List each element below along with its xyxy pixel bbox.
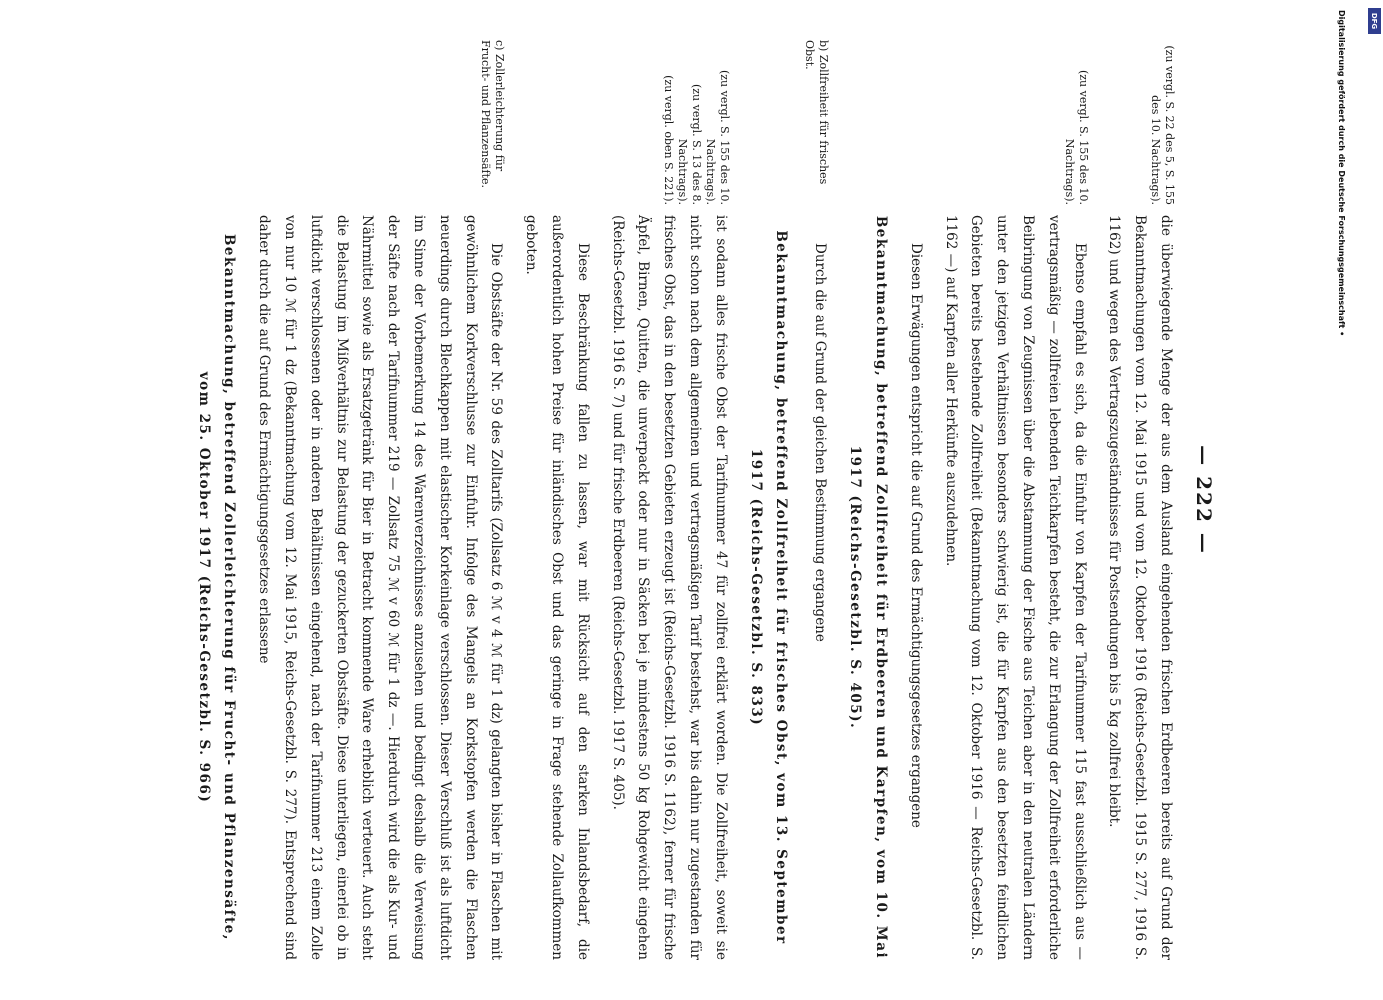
dfg-logo-text: DFG [1370, 12, 1379, 30]
paragraph: Ebenso empfahl es sich, da die Einfuhr von Karpfen der Tarifnummer 115 fast ausschließlich aus — vertragsmäßig — zollfreien lebenden Teichkarpfen besteht, die zur Erlangung der Zollfreiheit erforderliche Beibringung von Zeugnissen über die Abstammung der Fische aus Teichen aber in den neutralen Ländern unter den jetzigen Verhältnissen besonders schwierig ist, die für Karpfen aus den besetzten feindlichen Gebieten bereits bestehende Zollfreiheit (Bekanntmachung vom 12. Oktober 1916 — Reichs-Gesetzbl. S. 1162 —) auf Karpfen aller Herkünfte auszudehnen. [942, 215, 1088, 960]
margin-note [742, 40, 794, 215]
digitization-credit: Digitalisierung gefördert durch die Deutsche Forschungsgemeinschaft • [1337, 10, 1346, 337]
paragraph: Diese Beschränkung fallen zu lassen, war mit Rücksicht auf den starken Inlandsbedarf, die außerordentlich hohen Preise für inländisches Obst und das geringe in Frage stehende Zollaufkommen geboten. [523, 215, 591, 960]
margin-note [841, 40, 893, 215]
margin-note [517, 40, 594, 215]
page-body [190, 40, 1178, 960]
paragraph: Durch die auf Grund der gleichen Bestimmung ergangene [812, 243, 829, 642]
announcement-heading: Bekanntmachung, betreffend Zollfreiheit für Erdbeeren und Karpfen, vom 10. Mai 1917 (Reichs-Gesetzbl. S. 405). [847, 215, 890, 960]
margin-note [902, 40, 928, 215]
paragraph: die überwiegende Menge der aus dem Ausland eingehenden frischen Erdbeeren bereits auf Grund der Bekanntmachungen vom 12. Mai 1915 und vom 12. Oktober 1916 (Reichs-Gesetzbl. 1915 S. 277, 1916 S. 1162) und wegen des Vertragszugeständnisses für Postsendungen bis 5 kg zollfrei bleibt. [1106, 215, 1174, 960]
margin-note: (zu vergl. S. 22 des 5, S. 155 des 10. Nachtrags). [1149, 45, 1176, 205]
page-number: — 222 — [1192, 445, 1216, 555]
announcement-heading: Bekanntmachung, betreffend Zollfreiheit für frisches Obst, vom 13. September 1917 (Reichs-Gesetzbl. S. 833) [747, 230, 790, 945]
dfg-logo [1368, 8, 1381, 34]
margin-note: (zu vergl. S. 155 des 10. Nachtrags). (zu vergl. S. 13 des 8. Nachtrags). (zu vergl. oben S. 221). [661, 69, 731, 205]
announcement-heading: Bekanntmachung, betreffend Zollerleichterung für Frucht- und Pflanzensäfte, vom 25. Oktober 1917 (Reichs-Gesetzbl. S. 966) [195, 234, 238, 941]
section-heading: b) Zollfreiheit für frisches Obst. [803, 40, 831, 185]
rotated-page [0, 40, 1240, 960]
paragraph: ist sodann alles frische Obst der Tarifnummer 47 für zollfrei erklärt worden. Die Zollfreiheit, soweit sie nicht schon nach dem allgemeinen und vertragsmäßigen Tarif bestehst, war bis dahin nur zugestanden für frisches Obst, das in den besetzten Gebieten erzeugt ist (Reichs-Gesetzbl. 1916 S. 1162), ferner für frische Äpfel, Birnen, Quitten, die unverpackt oder nur in Säcken bei je mindestens 50 kg Rohgewicht eingehen (Reichs-Gesetzbl. 1916 S. 7) und für frische Erdbeeren (Reichs-Gesetzbl. 1917 S. 405). [609, 215, 729, 960]
margin-note [190, 40, 242, 215]
margin-note: (zu vergl. S. 155 des 10. Nachtrags). [1062, 69, 1090, 205]
section-heading: c) Zollerleichterung für Frucht- und Pflanzensäfte. [479, 40, 507, 189]
paragraph: Diesen Erwägungen entspricht die auf Grund des Ermächtigungsgesetzes ergangene [907, 243, 924, 828]
paragraph: Die Obstsäfte der Nr. 59 des Zolltarifs (Zollsatz 6 ℳ v 4 ℳ für 1 dz) gelangten bisher in Flaschen mit gewöhnlichem Korkverschlusse zur Einfuhr. Infolge des Mangels an Korkstopfen werden die Flaschen neuerdings durch Blechkappen mit elastischer Korkeinlage verschlossen. Dieser Verschluß ist als luftdicht im Sinne der Vorbemerkung 14 des Warenverzeichnisses anzusehen und bedingt deshalb die Verweisung der Säfte nach der Tarifnummer 219 — Zollsatz 75 ℳ v 60 ℳ für 1 dz —. Hierdurch wird die als Kur- und Nährmittel sowie als Ersatzgetränk für Bier in Betracht kommende Ware erheblich verteuert. Auch steht die Belastung im Mißverhältnis zur Belastung der gezuckerten Obstsäfte. Diese unterliegen, einerlei ob in luftdicht verschlossenen oder in anderen Behältnissen eingehend, nach der Tarifnummer 213 einem Zolle von nur 10 ℳ für 1 dz (Bekanntmachung vom 12. Mai 1915, Reichs-Gesetzbl. S. 277). Entsprechend sind daher durch die auf Grund des Ermächtigungsgesetzes erlassene [256, 215, 505, 960]
